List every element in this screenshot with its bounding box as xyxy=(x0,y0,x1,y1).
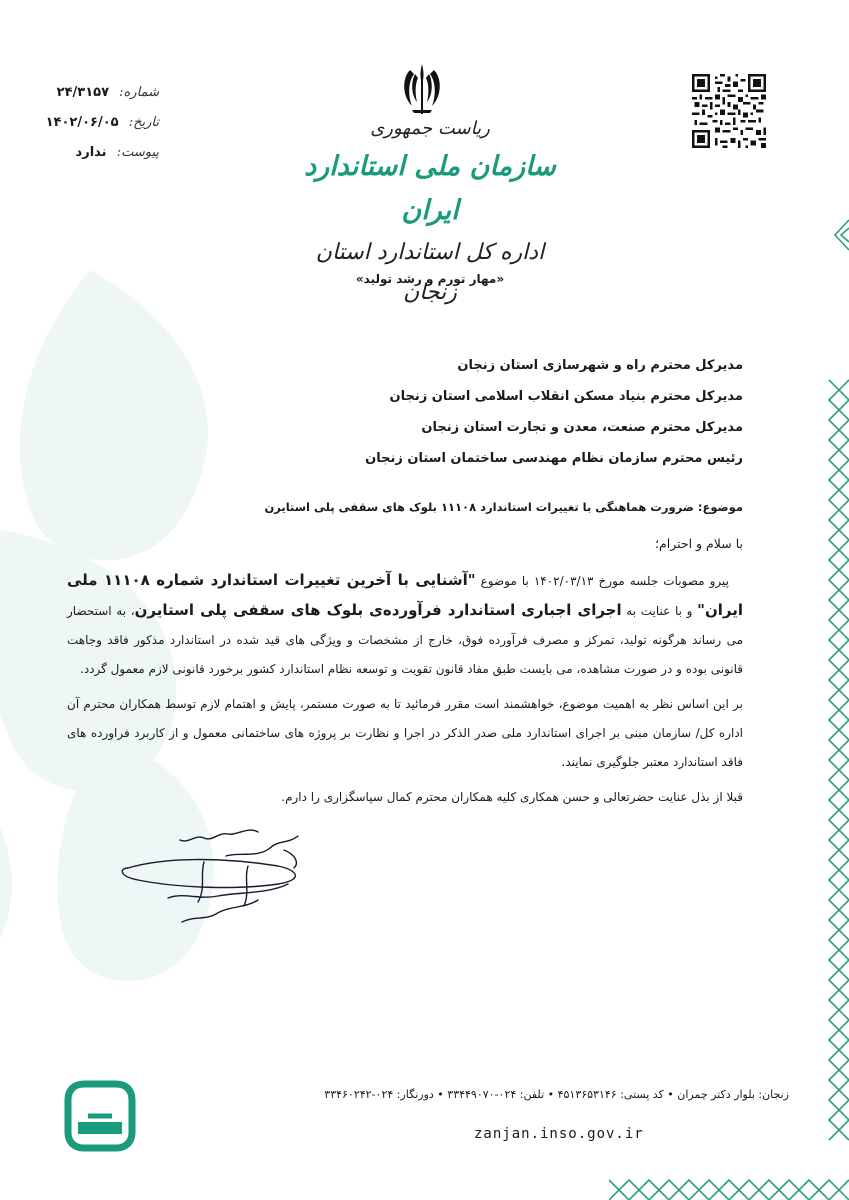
body-p1-highlight-title: "آشنایی با آخرین تغییرات استاندارد شماره ۱۱۱۰۸ ملی ایران" xyxy=(67,571,743,619)
presidency-title: ریاست جمهوری xyxy=(370,118,490,139)
letter-body xyxy=(67,566,743,818)
body-p1-a: پیرو مصوبات جلسه مورخ ۱۴۰۲/۰۳/۱۳ با موضوع xyxy=(475,574,729,588)
footer-address: زنجان: بلوار دکتر چمران • کد پستی: ۴۵۱۳۶۵۳۱۴۶ • تلفن: ۰۲۴-۳۳۴۴۹۰۷۰ • دورنگار: ۰۲۴-۳۳۴۶۰۲۴۲ xyxy=(324,1088,789,1101)
footer-website-link[interactable]: zanjan.inso.gov.ir xyxy=(474,1126,644,1142)
recipients-list xyxy=(143,350,743,474)
department-name: اداره کل استاندارد استان زنجان xyxy=(315,240,545,305)
handwritten-signature xyxy=(108,822,318,942)
body-paragraph-2: بر این اساس نظر به اهمیت موضوع، خواهشمند است مقرر فرمائید تا به صورت مستمر، پایش و اهتمام لازم توسط همکاران محترم آن اداره کل/ سازمان مبنی بر اجرای استاندارد ملی صدر الذکر در اجرا و نظارت بر پروژه های ساختمانی معمول و از کاربرد فراورده های فاقد استاندارد معتبر جلوگیری نمایند. xyxy=(67,697,743,769)
letter-attachment-row xyxy=(19,138,159,168)
year-slogan: «مهار تورم و رشد تولید» xyxy=(355,272,505,286)
inso-logo-icon xyxy=(64,1080,136,1152)
body-p1-c: و با عنایت به xyxy=(621,604,698,618)
letter-subject: موضوع: ضرورت هماهنگی با تغییرات استاندارد ۱۱۱۰۸ بلوک های سقفی پلی استایرن xyxy=(264,500,743,514)
decorative-border-pattern xyxy=(815,200,849,1200)
letter-number-value: ۲۴/۳۱۵۷ xyxy=(56,85,110,100)
recipient-item: رئیس محترم سازمان نظام مهندسی ساختمان استان زنجان xyxy=(365,451,743,466)
letter-date-value: ۱۴۰۲/۰۶/۰۵ xyxy=(45,115,119,130)
body-p1-highlight-mandatory: اجرای اجباری استاندارد فرآورده‌ی بلوک های سقفی پلی استایرن xyxy=(134,601,622,619)
letter-number-row xyxy=(19,78,159,108)
recipient-item: مدیرکل محترم بنیاد مسکن انقلاب اسلامی استان زنجان xyxy=(389,389,743,404)
iran-emblem-icon xyxy=(394,60,450,116)
body-paragraph-1 xyxy=(67,566,743,684)
qr-code[interactable] xyxy=(692,74,766,148)
decorative-bottom-pattern xyxy=(609,1160,849,1200)
recipient-item: مدیرکل محترم راه و شهرسازی استان زنجان xyxy=(457,358,743,373)
letter-number-label: شماره: xyxy=(119,85,159,100)
letter-attachment-label: پیوست: xyxy=(116,145,159,160)
letter-attachment-value: ندارد xyxy=(75,145,107,160)
letter-date-label: تاریخ: xyxy=(128,115,159,130)
letter-date-row xyxy=(19,108,159,138)
organization-name: سازمان ملی استاندارد ایران xyxy=(304,151,556,226)
body-paragraph-3: قبلا از بذل عنایت حضرتعالی و حسن همکاری کلیه همکاران محترم کمال سپاسگزاری را دارم. xyxy=(281,790,743,804)
recipient-item: مدیرکل محترم صنعت، معدن و تجارت استان زنجان xyxy=(421,420,743,435)
letter-meta xyxy=(19,78,159,168)
greeting: با سلام و احترام؛ xyxy=(655,536,743,551)
body-p1-e: ، به استحضار می رساند هرگونه تولید، تمرکز و مصرف فرآورده فوق، خارج از مشخصات و ویژگی های قید شده در استاندارد مذکور فاقد وجاهت قانونی بوده و در صورت مشاهده، می بایست طبق مفاد قانون تقویت و توسعه نظام استاندارد کشور برخورد قانونی لازم معمول گردد. xyxy=(67,604,743,676)
